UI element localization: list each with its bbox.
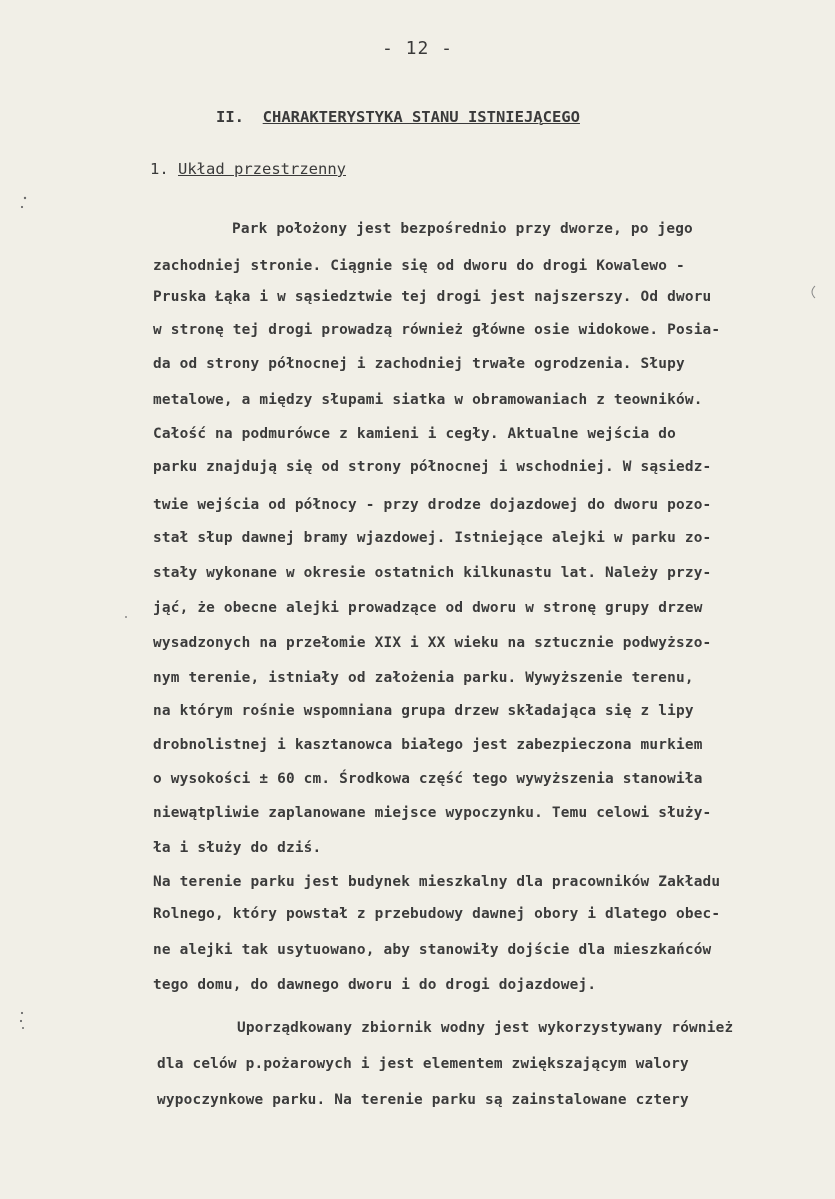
- text-line: nym terenie, istniały od założenia parku. Wywyższenie terenu,: [153, 670, 694, 686]
- text-line: jąć, że obecne alejki prowadzące od dworu w stronę grupy drzew: [153, 600, 703, 616]
- text-line: Park położony jest bezpośrednio przy dworze, po jego: [232, 221, 693, 237]
- text-line: stały wykonane w okresie ostatnich kilkunastu lat. Należy przy-: [153, 565, 712, 581]
- text-line: Uporządkowany zbiornik wodny jest wykorzystywany również: [237, 1020, 734, 1036]
- text-line: metalowe, a między słupami siatka w obramowaniach z teowników.: [153, 392, 703, 408]
- text-line: wysadzonych na przełomie XIX i XX wieku na sztucznie podwyższo-: [153, 635, 712, 651]
- text-line: Na terenie parku jest budynek mieszkalny dla pracowników Zakładu: [153, 874, 721, 890]
- text-line: w stronę tej drogi prowadzą również główne osie widokowe. Posia-: [153, 322, 721, 338]
- text-line: parku znajdują się od strony północnej i wschodniej. W sąsiedz-: [153, 459, 712, 475]
- text-line: wypoczynkowe parku. Na terenie parku są zainstalowane cztery: [157, 1092, 689, 1108]
- text-line: niewątpliwie zaplanowane miejsce wypoczynku. Temu celowi służy-: [153, 805, 712, 821]
- text-line: Pruska Łąka i w sąsiedztwie tej drogi jest najszerszy. Od dworu: [153, 289, 712, 305]
- chapter-title: CHARAKTERYSTYKA STANU ISTNIEJĄCEGO: [262, 108, 580, 126]
- text-line: tego domu, do dawnego dworu i do drogi dojazdowej.: [153, 977, 597, 993]
- section-title: Układ przestrzenny: [178, 160, 346, 178]
- section-number: 1.: [150, 160, 169, 178]
- text-line: dla celów p.pożarowych i jest elementem zwiększającym walory: [157, 1056, 689, 1072]
- text-line: twie wejścia od północy - przy drodze dojazdowej do dworu pozo-: [153, 497, 712, 513]
- text-line: na którym rośnie wspomniana grupa drzew składająca się z lipy: [153, 703, 694, 719]
- text-line: ne alejki tak usytuowano, aby stanowiły dojście dla mieszkańców: [153, 942, 712, 958]
- text-line: Rolnego, który powstał z przebudowy dawnej obory i dlatego obec-: [153, 906, 721, 922]
- text-line: ła i służy do dziś.: [153, 840, 322, 856]
- text-line: da od strony północnej i zachodniej trwałe ogrodzenia. Słupy: [153, 356, 685, 372]
- chapter-number: II.: [216, 108, 244, 126]
- text-line: zachodniej stronie. Ciągnie się od dworu do drogi Kowalewo -: [153, 258, 685, 274]
- text-line: o wysokości ± 60 cm. Środkowa część tego wywyższenia stanowiła: [153, 771, 703, 787]
- text-line: stał słup dawnej bramy wjazdowej. Istniejące alejki w parku zo-: [153, 530, 712, 546]
- page-number: - 12 -: [381, 38, 454, 59]
- text-line: Całość na podmurówce z kamieni i cegły. Aktualne wejścia do: [153, 426, 676, 442]
- text-line: drobnolistnej i kasztanowca białego jest zabezpieczona murkiem: [153, 737, 703, 753]
